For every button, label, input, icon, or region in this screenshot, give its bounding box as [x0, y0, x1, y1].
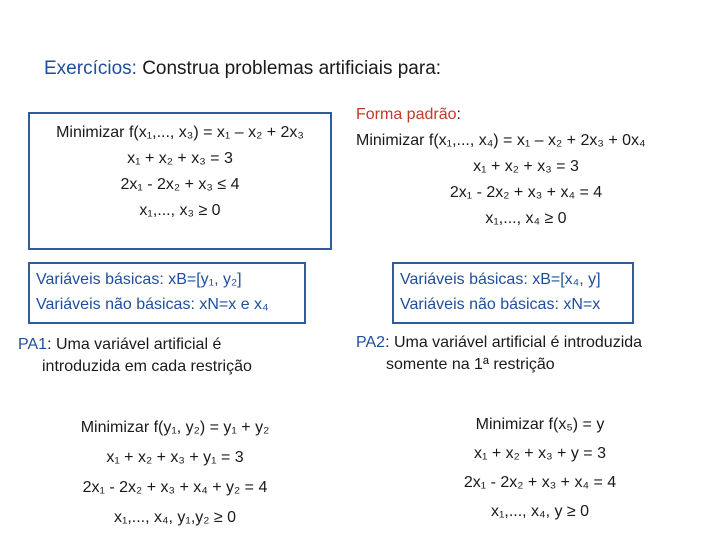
right-constraint-1: x₁ + x₂ + x₃ = 3 — [473, 158, 579, 175]
left-artificial-problem — [40, 413, 310, 533]
pa1-constraint-2: 2x₁ - 2x₂ + x₃ + x₄ + y₂ = 4 — [82, 479, 268, 496]
form-label: Forma padrão — [356, 106, 457, 123]
title-text: Construa problemas artificiais para: — [136, 58, 442, 79]
pa1-nonneg: x₁,..., x₄, y₁,y₂ ≥ 0 — [113, 509, 237, 526]
left-variables-box — [28, 262, 306, 324]
right-pa-description — [356, 332, 706, 376]
form-heading — [356, 102, 696, 128]
pa2-nonneg: x₁,..., x₄, y ≥ 0 — [490, 503, 590, 520]
right-nonbasic-vars: Variáveis não básicas: xN=x — [400, 296, 601, 313]
right-nonneg: x₁,..., x₄ ≥ 0 — [485, 210, 567, 227]
left-nonneg: x₁,..., x₃ ≥ 0 — [139, 202, 221, 219]
pa2-text: : Uma variável artificial é introduzida — [385, 334, 643, 351]
left-objective: Minimizar f(x₁,..., x₃) = x₁ – x₂ + 2x₃ — [56, 124, 304, 141]
pa2-constraint-1: x₁ + x₂ + x₃ + y = 3 — [474, 445, 606, 462]
pa1-objective: Minimizar f(y₁, y₂) = y₁ + y₂ — [80, 419, 270, 436]
left-constraint-2: 2x₁ - 2x₂ + x₃ ≤ 4 — [120, 176, 240, 193]
left-problem-box — [28, 112, 332, 250]
right-basic-vars: Variáveis básicas: xB=[x₄, y] — [400, 271, 601, 288]
pa1-constraint-1: x₁ + x₂ + x₃ + y₁ = 3 — [106, 449, 244, 466]
left-pa-description — [18, 334, 318, 378]
right-constraint-2: 2x₁ - 2x₂ + x₃ + x₄ = 4 — [449, 184, 603, 201]
right-variables-box — [392, 262, 634, 324]
left-nonbasic-vars: Variáveis não básicas: xN=x e x₄ — [36, 296, 269, 313]
left-constraint-1: x₁ + x₂ + x₃ = 3 — [127, 150, 233, 167]
pa1-text-2: introduzida em cada restrição — [42, 358, 252, 375]
right-objective: Minimizar f(x₁,..., x₄) = x₁ – x₂ + 2x₃ + 0x₄ — [356, 132, 646, 149]
title-keyword: Exercícios: — [44, 58, 137, 79]
right-standard-form — [356, 102, 696, 232]
right-artificial-problem — [400, 410, 680, 526]
pa2-objective: Minimizar f(x₅) = y — [475, 416, 605, 433]
slide-title — [44, 58, 441, 80]
pa1-text: : Uma variável artificial é — [47, 336, 222, 353]
pa1-label: PA1 — [18, 336, 48, 353]
left-basic-vars: Variáveis básicas: xB=[y₁, y₂] — [36, 271, 242, 288]
pa2-label: PA2 — [356, 334, 386, 351]
form-colon: : — [456, 106, 461, 123]
pa2-constraint-2: 2x₁ - 2x₂ + x₃ + x₄ = 4 — [463, 474, 617, 491]
pa2-text-2: somente na 1ª restrição — [386, 356, 555, 373]
